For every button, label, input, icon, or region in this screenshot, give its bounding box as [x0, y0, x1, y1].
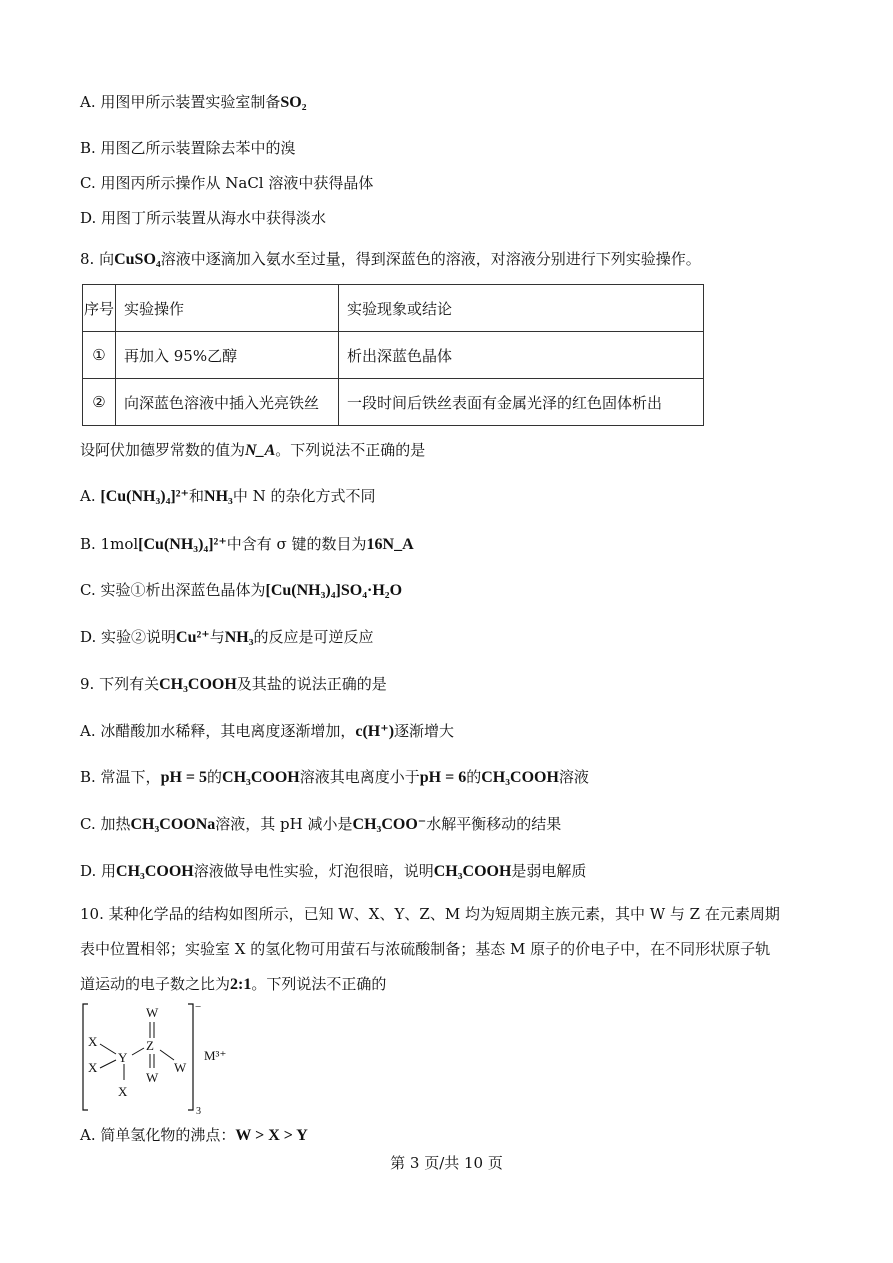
q8-option-b [80, 534, 414, 555]
q8-c-prefix: C. 实验①析出深蓝色晶体为 [80, 581, 266, 599]
table-header: 实验操作 [116, 285, 339, 332]
q9-b-acid1: CH₃COOH [222, 769, 300, 786]
q9-a-suffix: 逐渐增大 [394, 722, 455, 740]
q9-c-mid: 溶液，其 pH 减小是 [215, 815, 353, 833]
q9-stem-suffix: 及其盐的说法正确的是 [236, 675, 387, 693]
counter-ion: M³⁺ [204, 1048, 227, 1063]
q9-stem-formula: CH₃COOH [159, 676, 237, 693]
table-cell: ② [83, 379, 116, 426]
page-footer: 第 3 页/共 10 页 [390, 1154, 503, 1172]
q9-c-salt: CH₃COONa [130, 816, 216, 833]
q9-b-suffix: 溶液 [558, 768, 589, 786]
q10-a-formula: W > X > Y [235, 1127, 308, 1144]
q7-option-c: C. 用图丙所示操作从 NaCl 溶液中获得晶体 [80, 174, 374, 192]
q7-a-formula: SO₂ [280, 94, 307, 111]
q8-a-formula1: [Cu(NH₃)₄]²⁺ [100, 488, 189, 505]
q9-stem-prefix: 9. 下列有关 [80, 675, 160, 693]
table-header: 实验现象或结论 [339, 285, 704, 332]
q9-b-acid2: CH₃COOH [481, 769, 559, 786]
q7-option-a [80, 92, 307, 113]
q8-a-prefix: A. [80, 487, 96, 505]
q9-b-m1: 的 [207, 768, 223, 786]
q8-b-prefix: B. 1mol [80, 535, 139, 553]
q8-intro-suffix: 。下列说法不正确的是 [275, 441, 426, 459]
q8-stem-formula: CuSO₄ [114, 251, 161, 268]
q7-option-d: D. 用图丁所示装置从海水中获得淡水 [80, 209, 327, 227]
atom-y: Y [118, 1050, 128, 1065]
q8-stem-prefix: 8. 向 [80, 250, 115, 268]
q10-a-prefix: A. 简单氢化物的沸点： [80, 1126, 236, 1144]
q8-a-formula2: NH₃ [204, 488, 233, 505]
q8-d-suffix: 的反应是可逆反应 [253, 628, 374, 646]
q8-d-formula2: NH₃ [224, 629, 254, 646]
q8-stem [80, 249, 701, 270]
q9-a-formula: c(H⁺) [355, 723, 395, 740]
q9-c-suffix: 水解平衡移动的结果 [426, 815, 562, 833]
avogadro-symbol: N_A [245, 442, 276, 459]
anion-charge: − [195, 1001, 202, 1013]
q9-c-prefix: C. 加热 [80, 815, 131, 833]
anion-subscript: 3 [196, 1106, 201, 1117]
q10-line3-prefix: 道运动的电子数之比为 [80, 975, 231, 993]
experiment-table [82, 284, 704, 426]
q8-d-prefix: D. 实验②说明 [80, 628, 177, 646]
q9-d-acid2: CH₃COOH [433, 863, 512, 880]
table-cell: 析出深蓝色晶体 [339, 332, 704, 379]
q9-b-m3: 的 [466, 768, 482, 786]
table-header: 序号 [83, 285, 116, 332]
atom-x-upper: X [88, 1034, 98, 1049]
atom-w-top: W [146, 1005, 159, 1020]
table-cell: 向深蓝色溶液中插入光亮铁丝 [116, 379, 339, 426]
q8-b-formula: [Cu(NH₃)₄]²⁺ [138, 536, 227, 553]
q10-line3-suffix: 。下列说法不正确的 [251, 975, 387, 993]
molecular-structure-diagram [80, 1000, 250, 1118]
q9-b-ph6: pH = 6 [419, 769, 467, 786]
table-row [83, 332, 704, 379]
q9-option-d [80, 861, 586, 882]
q8-stem-suffix: 溶液中逐滴加入氨水至过量，得到深蓝色的溶液，对溶液分别进行下列实验操作。 [160, 250, 701, 268]
atom-x-lower: X [88, 1060, 98, 1075]
q7-a-text: A. 用图甲所示装置实验室制备 [80, 93, 281, 111]
atom-z: Z [146, 1038, 154, 1053]
q9-d-acid1: CH₃COOH [116, 863, 194, 880]
q10-stem-line3 [80, 974, 386, 995]
q8-b-value: 16N_A [366, 536, 414, 553]
q8-option-a [80, 486, 375, 507]
atom-w-right: W [174, 1060, 187, 1075]
q8-d-formula1: Cu²⁺ [176, 629, 210, 646]
q9-d-mid: 溶液做导电性实验，灯泡很暗，说明 [193, 862, 434, 880]
q9-option-b [80, 767, 589, 788]
q8-intro-prefix: 设阿伏加德罗常数的值为 [80, 441, 246, 459]
q7-option-b: B. 用图乙所示装置除去苯中的溴 [80, 139, 296, 157]
q9-stem [80, 674, 387, 695]
q10-stem-line2: 表中位置相邻；实验室 X 的氢化物可用萤石与浓硫酸制备；基态 M 原子的价电子中，在不同形状原子轨 [80, 940, 771, 958]
q8-a-mid: 和 [189, 487, 205, 505]
q10-ratio: 2:1 [230, 976, 252, 993]
q9-d-prefix: D. 用 [80, 862, 117, 880]
q8-c-formula: [Cu(NH₃)₄]SO₄·H₂O [265, 582, 403, 599]
atom-x-bottom: X [118, 1084, 128, 1099]
q10-stem-line1: 10. 某种化学品的结构如图所示，已知 W、X、Y、Z、M 均为短周期主族元素，其中 W 与 Z 在元素周期 [80, 905, 780, 923]
q9-b-prefix: B. 常温下， [80, 768, 161, 786]
q8-d-mid: 与 [209, 628, 225, 646]
q8-b-mid: 中含有 σ 键的数目为 [226, 535, 367, 553]
q10-option-a [80, 1125, 308, 1146]
q9-a-prefix: A. 冰醋酸加水稀释，其电离度逐渐增加， [80, 722, 356, 740]
table-cell: 再加入 95%乙醇 [116, 332, 339, 379]
q9-b-m2: 溶液其电离度小于 [299, 768, 420, 786]
table-header-row [83, 285, 704, 332]
atom-w-bottom: W [146, 1070, 159, 1085]
q9-option-c [80, 814, 561, 835]
q8-option-d [80, 627, 374, 648]
q8-option-c [80, 580, 402, 601]
table-row [83, 379, 704, 426]
table-cell: ① [83, 332, 116, 379]
q9-d-suffix: 是弱电解质 [511, 862, 587, 880]
q8-a-suffix: 中 N 的杂化方式不同 [232, 487, 376, 505]
q9-c-anion: CH₃COO⁻ [352, 816, 427, 833]
q8-intro [80, 440, 425, 461]
q9-b-ph5: pH = 5 [160, 769, 208, 786]
q9-option-a [80, 721, 454, 742]
table-cell: 一段时间后铁丝表面有金属光泽的红色固体析出 [339, 379, 704, 426]
